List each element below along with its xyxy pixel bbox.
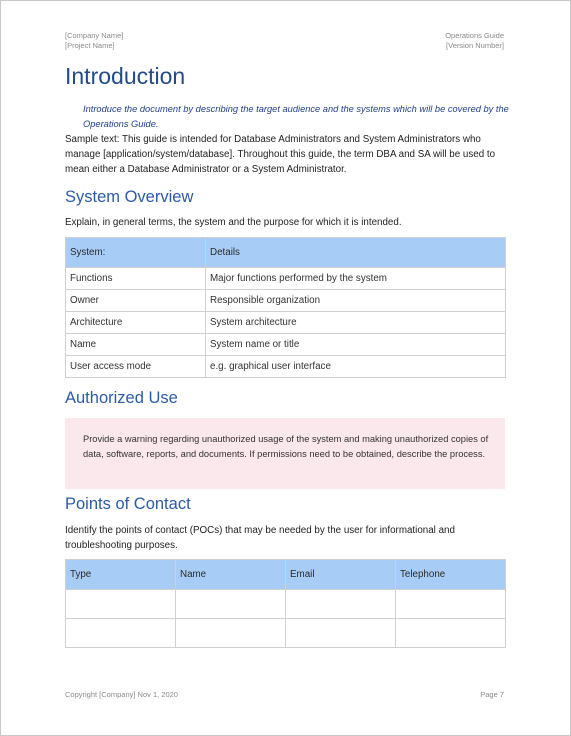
column-header: Type xyxy=(66,560,176,590)
table-cell: User access mode xyxy=(66,356,206,378)
system-overview-heading: System Overview xyxy=(65,188,194,206)
table-cell: Architecture xyxy=(66,312,206,334)
table-row xyxy=(66,312,506,334)
points-of-contact-table xyxy=(65,559,506,648)
table-cell xyxy=(176,619,286,648)
table-cell: System name or title xyxy=(206,334,506,356)
column-header: Details xyxy=(206,238,506,268)
authorized-use-warning-box xyxy=(65,418,505,489)
table-row xyxy=(66,290,506,312)
table-cell: System architecture xyxy=(206,312,506,334)
table-row xyxy=(66,268,506,290)
table-cell xyxy=(66,590,176,619)
table-row xyxy=(66,619,506,648)
header-right xyxy=(445,31,504,51)
column-header: System: xyxy=(66,238,206,268)
authorized-use-text: Provide a warning regarding unauthorized usage of the system and making unauthorized copies of data, software, reports, and documents. If permissions need to be obtained, describe the process. xyxy=(83,434,489,459)
header-left xyxy=(65,31,123,51)
table-header-row xyxy=(66,560,506,590)
column-header: Telephone xyxy=(396,560,506,590)
table-cell xyxy=(66,619,176,648)
table-row xyxy=(66,590,506,619)
company-name: [Company Name] xyxy=(65,31,124,40)
footer-copyright: Copyright [Company] Nov 1, 2020 xyxy=(65,690,178,699)
table-cell xyxy=(176,590,286,619)
table-cell xyxy=(286,619,396,648)
table-cell: Responsible organization xyxy=(206,290,506,312)
table-cell: Major functions performed by the system xyxy=(206,268,506,290)
table-cell: Owner xyxy=(66,290,206,312)
points-of-contact-text: Identify the points of contact (POCs) that may be needed by the user for informational and troubleshooting purposes. xyxy=(65,525,455,551)
table-cell: e.g. graphical user interface xyxy=(206,356,506,378)
table-cell xyxy=(396,590,506,619)
system-overview-table xyxy=(65,237,506,378)
table-row xyxy=(66,334,506,356)
table-cell xyxy=(286,590,396,619)
column-header: Name xyxy=(176,560,286,590)
table-cell: Functions xyxy=(66,268,206,290)
table-cell: Name xyxy=(66,334,206,356)
document-title: Operations Guide xyxy=(445,31,504,40)
version-number: [Version Number] xyxy=(446,41,504,50)
table-header-row xyxy=(66,238,506,268)
system-overview-text: Explain, in general terms, the system and the purpose for which it is intended. xyxy=(65,217,402,228)
column-header: Email xyxy=(286,560,396,590)
footer-page-number: Page 7 xyxy=(480,690,504,699)
project-name: [Project Name] xyxy=(65,41,115,50)
table-cell xyxy=(396,619,506,648)
points-of-contact-heading: Points of Contact xyxy=(65,495,191,513)
introduction-note: Introduce the document by describing the target audience and the systems which will be covered by the Operations Guide. xyxy=(83,104,509,129)
table-row xyxy=(66,356,506,378)
authorized-use-heading: Authorized Use xyxy=(65,389,178,407)
sample-text: Sample text: This guide is intended for Database Administrators and System Administrators who manage [application/system/database]. Throughout this guide, the term DBA and SA will be used to mean either a Database Administrator or a System Administrator. xyxy=(65,134,496,175)
introduction-heading: Introduction xyxy=(65,63,186,89)
